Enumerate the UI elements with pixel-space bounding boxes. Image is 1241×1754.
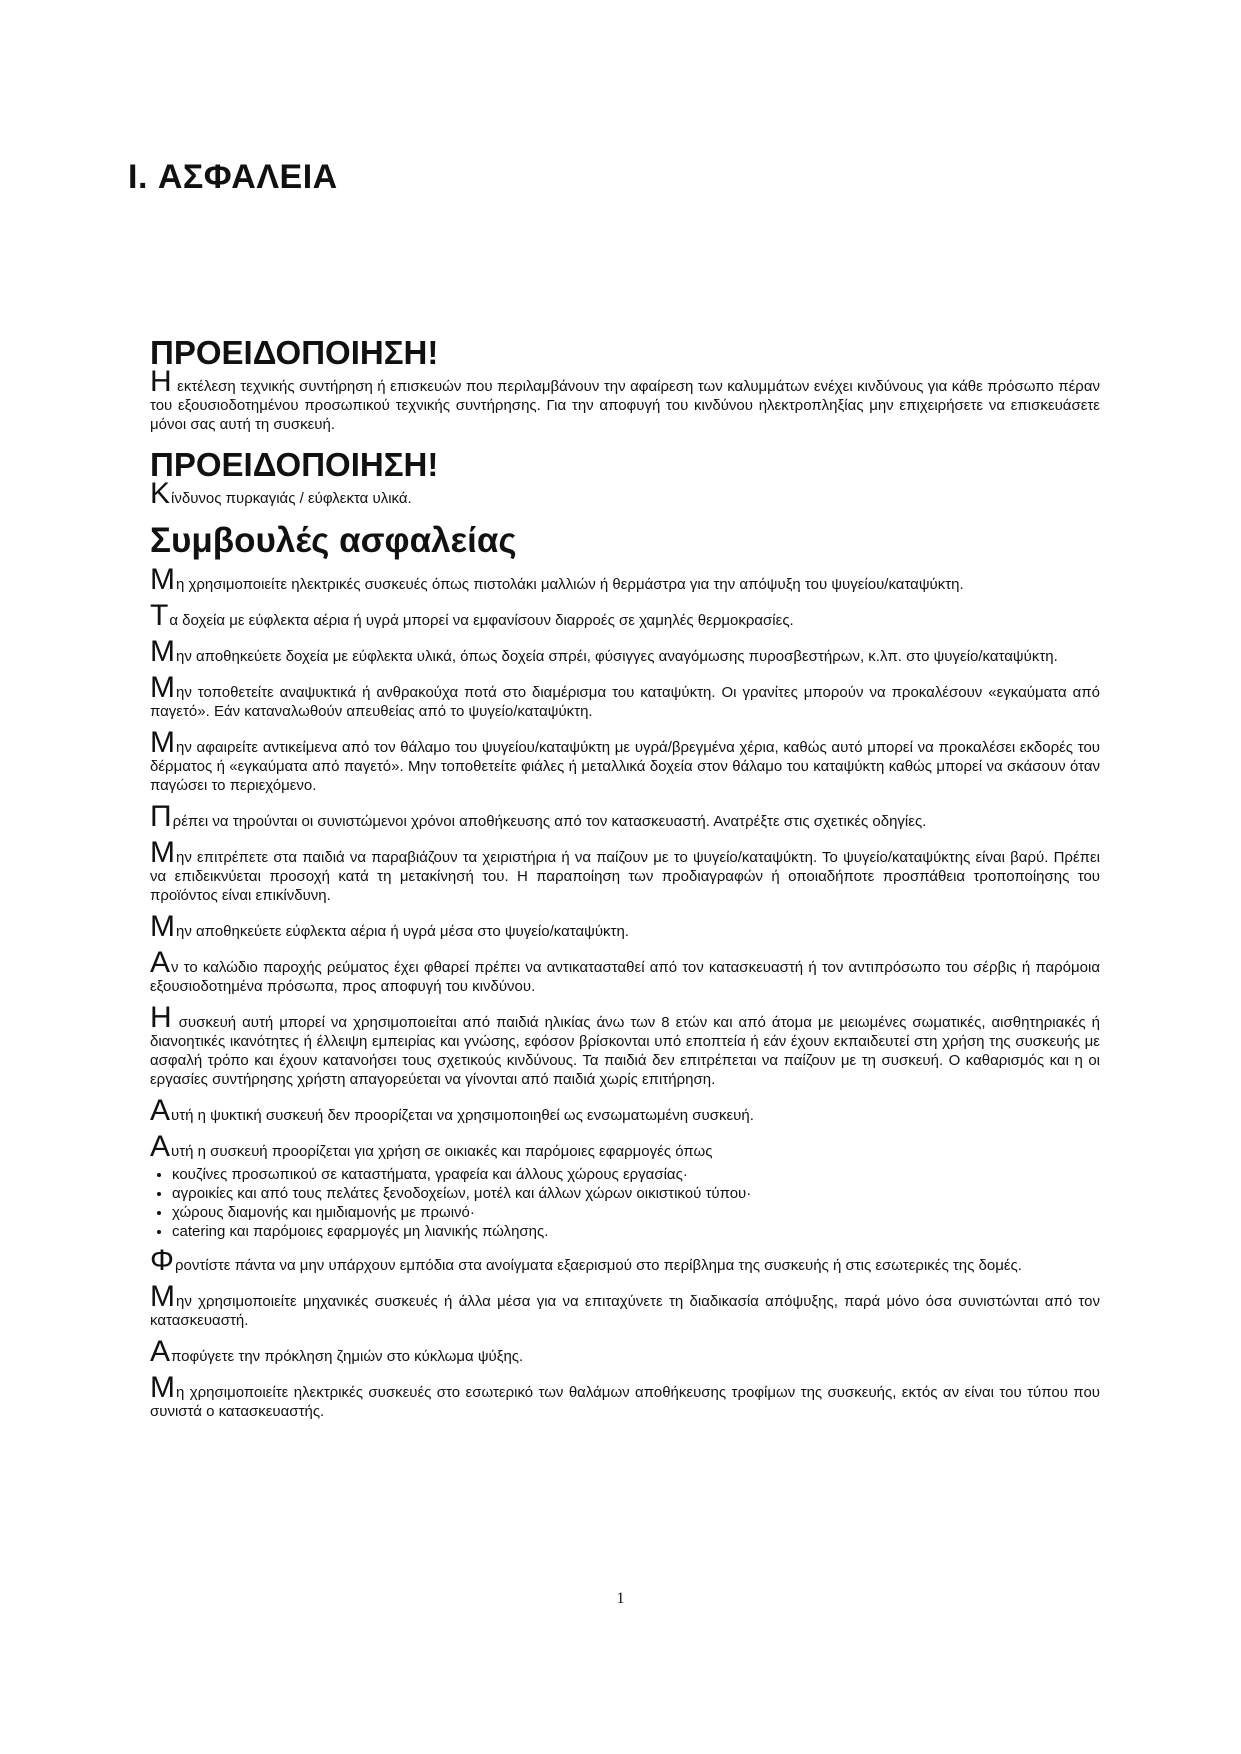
paragraph-text: ην αποθηκεύετε δοχεία με εύφλεκτα υλικά, όπως δοχεία σπρέι, φύσιγγες αναγόμωσης πυροσβεστήρων, κ.λπ. στο ψυγείο/καταψύκτη.: [176, 648, 1058, 665]
drop-cap: Α: [150, 1094, 171, 1127]
warning-text-1: [150, 365, 1100, 434]
drop-cap: Μ: [150, 726, 175, 759]
list-item: • catering και παρόμοιες εφαρμογές μη λιανικής πώλησης.: [172, 1222, 1100, 1241]
safety-paragraph: [150, 599, 1100, 632]
safety-paragraph: [150, 836, 1100, 905]
paragraph-text: ην επιτρέπετε στα παιδιά να παραβιάζουν τα χειριστήρια ή να παίζουν με το ψυγείο/καταψύκτη. Το ψυγείο/καταψύκτης είναι βαρύ. Πρέπει να επιδεικνύεται προσοχή κατά τη μετακίνησή του. Η παραποίηση των προδιαγραφών ή οποιαδήποτε προσπάθεια τροποποίησης του προϊόντος είναι επικίνδυνη.: [150, 849, 1100, 904]
drop-cap: Μ: [150, 1280, 175, 1313]
safety-paragraph: [150, 1371, 1100, 1421]
list-item: • αγροικίες και από τους πελάτες ξενοδοχείων, μοτέλ και άλλων χώρων οικιστικού τύπου·: [172, 1184, 1100, 1203]
safety-paragraph: [150, 946, 1100, 996]
warning-text-2: [150, 477, 1100, 510]
drop-cap: Α: [150, 1130, 171, 1163]
page-number: 1: [616, 1590, 625, 1607]
paragraph-text: η χρησιμοποιείτε ηλεκτρικές συσκευές στο εσωτερικό των θαλάμων αποθήκευσης τροφίμων της συσκευής, εκτός αν είναι του τύπου που συνιστά ο κατασκευαστής.: [150, 1384, 1100, 1420]
paragraph-text: ποφύγετε την πρόκληση ζημιών στο κύκλωμα ψύξης.: [171, 1348, 524, 1365]
drop-cap: Μ: [150, 671, 175, 704]
safety-paragraph: [150, 671, 1100, 721]
paragraph-text: η χρησιμοποιείτε ηλεκτρικές συσκευές όπως πιστολάκι μαλλιών ή θερμάστρα για την απόψυξη του ψυγείου/καταψύκτη.: [176, 576, 964, 593]
drop-cap: Κ: [150, 477, 171, 510]
paragraph-text: α δοχεία με εύφλεκτα αέρια ή υγρά μπορεί να εμφανίσουν διαρροές σε χαμηλές θερμοκρασίες.: [169, 612, 794, 629]
drop-cap: Π: [150, 800, 172, 833]
safety-tips-heading: Συμβουλές ασφαλείας: [150, 521, 517, 560]
document-body: [150, 334, 1100, 1433]
drop-cap: Τ: [150, 599, 169, 632]
page-title: I. ΑΣΦΑΛΕΙΑ: [128, 158, 338, 196]
drop-cap: Μ: [150, 910, 175, 943]
paragraph-text: ν το καλώδιο παροχής ρεύματος έχει φθαρεί πρέπει να αντικατασταθεί από τον κατασκευαστή ή τον αντιπρόσωπο του σέρβις ή παρόμοια εξουσιοδοτημένα πρόσωπα, προς αποφυγή του κινδύνου.: [150, 959, 1100, 995]
drop-cap: Φ: [150, 1244, 174, 1277]
drop-cap: Μ: [150, 635, 175, 668]
drop-cap: Μ: [150, 836, 175, 869]
paragraph-text: ρέπει να τηρούνται οι συνιστώμενοι χρόνοι αποθήκευσης από τον κατασκευαστή. Ανατρέξτε στις σχετικές οδηγίες.: [172, 813, 927, 830]
usage-list: [150, 1165, 1100, 1241]
safety-paragraph: [150, 1094, 1100, 1127]
usage-intro: [150, 1130, 1100, 1163]
safety-paragraph: [150, 1244, 1100, 1277]
drop-cap: Η: [150, 1001, 172, 1034]
list-item: • κουζίνες προσωπικού σε καταστήματα, γραφεία και άλλους χώρους εργασίας·: [172, 1165, 1100, 1184]
safety-paragraph: [150, 1335, 1100, 1368]
drop-cap: Α: [150, 1335, 171, 1368]
list-item: • χώρους διαμονής και ημιδιαμονής με πρωινό·: [172, 1203, 1100, 1222]
paragraph-text: εκτέλεση τεχνικής συντήρηση ή επισκευών που περιλαμβάνουν την αφαίρεση των καλυμμάτων ενέχει κινδύνους για κάθε πρόσωπο πέραν του εξουσιοδοτημένου προσωπικού τεχνικής συντήρησης. Για την αποφυγή του κινδύνου ηλεκτροπληξίας μην επιχειρήσετε να επισκευάσετε μόνοι σας αυτή τη συσκευή.: [150, 378, 1100, 433]
drop-cap: Μ: [150, 563, 175, 596]
warning-heading-2: ΠΡΟΕΙΔΟΠΟΙΗΣΗ!: [150, 446, 439, 483]
safety-paragraph: [150, 1280, 1100, 1330]
paragraph-text: ην αφαιρείτε αντικείμενα από τον θάλαμο του ψυγείου/καταψύκτη με υγρά/βρεγμένα χέρια, καθώς αυτό μπορεί να προκαλέσει εκδορές του δέρματος ή «εγκαύματα από παγετό». Μην τοποθετείτε φιάλες ή μεταλλικά δοχεία στον θάλαμο του καταψύκτη καθώς μπορεί να σκάσουν όταν παγώσει το περιεχόμενο.: [150, 739, 1100, 794]
safety-paragraph: [150, 563, 1100, 596]
drop-cap: Α: [150, 946, 171, 979]
safety-paragraph: [150, 726, 1100, 795]
paragraph-text: ροντίστε πάντα να μην υπάρχουν εμπόδια στα ανοίγματα εξαερισμού στο περίβλημα της συσκευής ή στις εσωτερικές της δομές.: [174, 1257, 1022, 1274]
paragraph-text: συσκευή αυτή μπορεί να χρησιμοποιείται από παιδιά ηλικίας άνω των 8 ετών και από άτομα με μειωμένες σωματικές, αισθητηριακές ή διανοητικές ικανότητες ή έλλειψη εμπειρίας και γνώσης, εφόσον βρίσκονται υπό εποπτεία ή εάν έχουν εκπαιδευτεί στη χρήση της συσκευής με ασφαλή τρόπο και έχουν κατανοήσει τους σχετικούς κινδύνους. Τα παιδιά δεν επιτρέπεται να παίζουν με τη συσκευή. Ο καθαρισμός και η οι εργασίες συντήρησης χρήστη απαγορεύεται να γίνονται από παιδιά χωρίς επιτήρηση.: [150, 1014, 1100, 1088]
safety-paragraph: [150, 1001, 1100, 1089]
warning-heading-1: ΠΡΟΕΙΔΟΠΟΙΗΣΗ!: [150, 334, 439, 371]
paragraph-text: ην τοποθετείτε αναψυκτικά ή ανθρακούχα ποτά στο διαμέρισμα του καταψύκτη. Οι γρανίτες μπορούν να προκαλέσουν «εγκαύματα από παγετό». Εάν καταναλωθούν απευθείας από το ψυγείο/καταψύκτη.: [150, 684, 1100, 720]
drop-cap: Μ: [150, 1371, 175, 1404]
safety-paragraph: [150, 800, 1100, 833]
paragraph-text: υτή η ψυκτική συσκευή δεν προορίζεται να χρησιμοποιηθεί ως ενσωματωμένη συσκευή.: [171, 1107, 754, 1124]
paragraph-text: υτή η συσκευή προορίζεται για χρήση σε οικιακές και παρόμοιες εφαρμογές όπως: [171, 1143, 713, 1160]
drop-cap: Η: [150, 365, 172, 398]
safety-paragraph: [150, 635, 1100, 668]
paragraph-text: ην αποθηκεύετε εύφλεκτα αέρια ή υγρά μέσα στο ψυγείο/καταψύκτη.: [176, 923, 629, 940]
paragraph-text: ην χρησιμοποιείτε μηχανικές συσκευές ή άλλα μέσα για να επιταχύνετε τη διαδικασία απόψυξης, παρά μόνο όσα συνιστώνται από τον κατασκευαστή.: [150, 1293, 1100, 1329]
safety-paragraph: [150, 910, 1100, 943]
paragraph-text: ίνδυνος πυρκαγιάς / εύφλεκτα υλικά.: [171, 490, 412, 507]
